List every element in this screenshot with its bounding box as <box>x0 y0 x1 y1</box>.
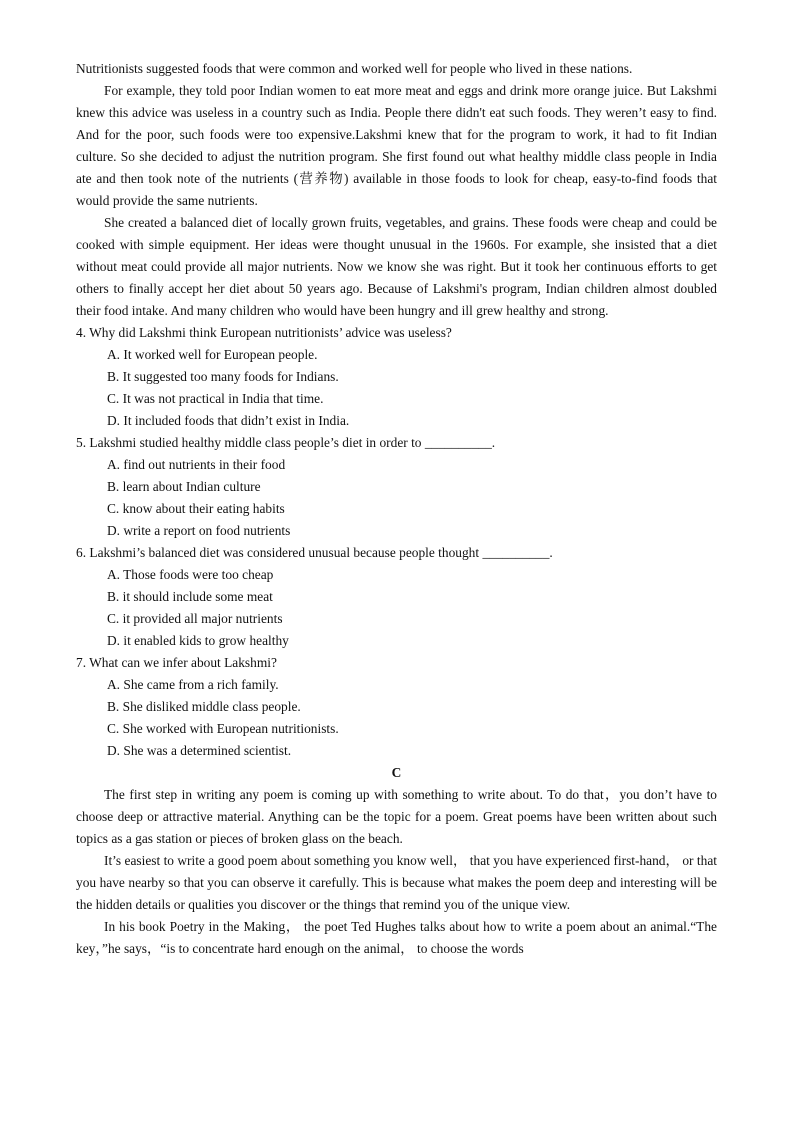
passage-b-paragraph-3: She created a balanced diet of locally grown fruits, vegetables, and grains. These foods were cheap and could be cooked with simple equipment. Her ideas were thought unusual in the 1960s. For example, she insisted that a diet without meat could provide all major nutrients. Now we know she was right. But it took her continuous efforts to get others to finally accept her diet about 50 years ago. Because of Lakshmi's program, Indian children almost doubled their food intake. And many children who would have been hungry and ill grew healthy and strong. <box>76 215 717 318</box>
question-stem: 4. Why did Lakshmi think European nutritionists’ advice was useless? <box>76 325 452 340</box>
document-page <box>76 58 717 960</box>
question-stem: 7. What can we infer about Lakshmi? <box>76 655 277 670</box>
passage-c-paragraph-2: It’s easiest to write a good poem about something you know well， that you have experienced first-hand， or that you have nearby so that you can observe it carefully. This is because what makes the poem deep and interesting will be the hidden details or qualities you discover or the things that remind you of the unique view. <box>76 853 717 912</box>
option-d: D. it enabled kids to grow healthy <box>107 633 289 648</box>
option-b: B. it should include some meat <box>107 589 273 604</box>
option-c: C. know about their eating habits <box>107 501 285 516</box>
option-b: B. learn about Indian culture <box>107 479 261 494</box>
question-stem: 5. Lakshmi studied healthy middle class people’s diet in order to __________. <box>76 435 496 450</box>
section-heading: C <box>391 765 402 780</box>
option-c: C. She worked with European nutritionists. <box>107 721 339 736</box>
option-b: B. It suggested too many foods for Indians. <box>107 369 339 384</box>
option-c: C. it provided all major nutrients <box>107 611 283 626</box>
passage-c-paragraph-1: The first step in writing any poem is coming up with something to write about. To do that，you don’t have to choose deep or attractive material. Anything can be the topic for a poem. Great poems have been written about such topics as a gas station or pieces of broken glass on the beach. <box>76 787 717 846</box>
option-a: A. Those foods were too cheap <box>107 567 274 582</box>
option-d: D. She was a determined scientist. <box>107 743 292 758</box>
option-a: A. It worked well for European people. <box>107 347 318 362</box>
question-7 <box>76 652 717 762</box>
passage-b-paragraph-1: Nutritionists suggested foods that were common and worked well for people who lived in these nations. <box>76 61 633 76</box>
option-d: D. write a report on food nutrients <box>107 523 291 538</box>
option-a: A. find out nutrients in their food <box>107 457 286 472</box>
option-b: B. She disliked middle class people. <box>107 699 301 714</box>
option-d: D. It included foods that didn’t exist in India. <box>107 413 350 428</box>
option-c: C. It was not practical in India that time. <box>107 391 324 406</box>
option-a: A. She came from a rich family. <box>107 677 279 692</box>
question-5 <box>76 432 717 542</box>
question-stem: 6. Lakshmi’s balanced diet was considered unusual because people thought __________. <box>76 545 553 560</box>
passage-b-paragraph-2: For example, they told poor Indian women to eat more meat and eggs and drink more orange juice. But Lakshmi knew this advice was useless in a country such as India. People there didn't eat such foods. They weren’t easy to find. And for the poor, such foods were too expensive.Lakshmi knew that for the program to work, it had to fit Indian culture. So she decided to adjust the nutrition program. She first found out what healthy middle class people in India ate and then took note of the nutrients (营养物) available in those foods to look for cheap, easy-to-find foods that would provide the same nutrients. <box>76 83 717 208</box>
question-4 <box>76 322 717 432</box>
passage-c-paragraph-3: In his book Poetry in the Making， the poet Ted Hughes talks about how to write a poem about an animal.“The key，”he says，“is to concentrate hard enough on the animal， to choose the words <box>76 919 717 956</box>
question-6 <box>76 542 717 652</box>
